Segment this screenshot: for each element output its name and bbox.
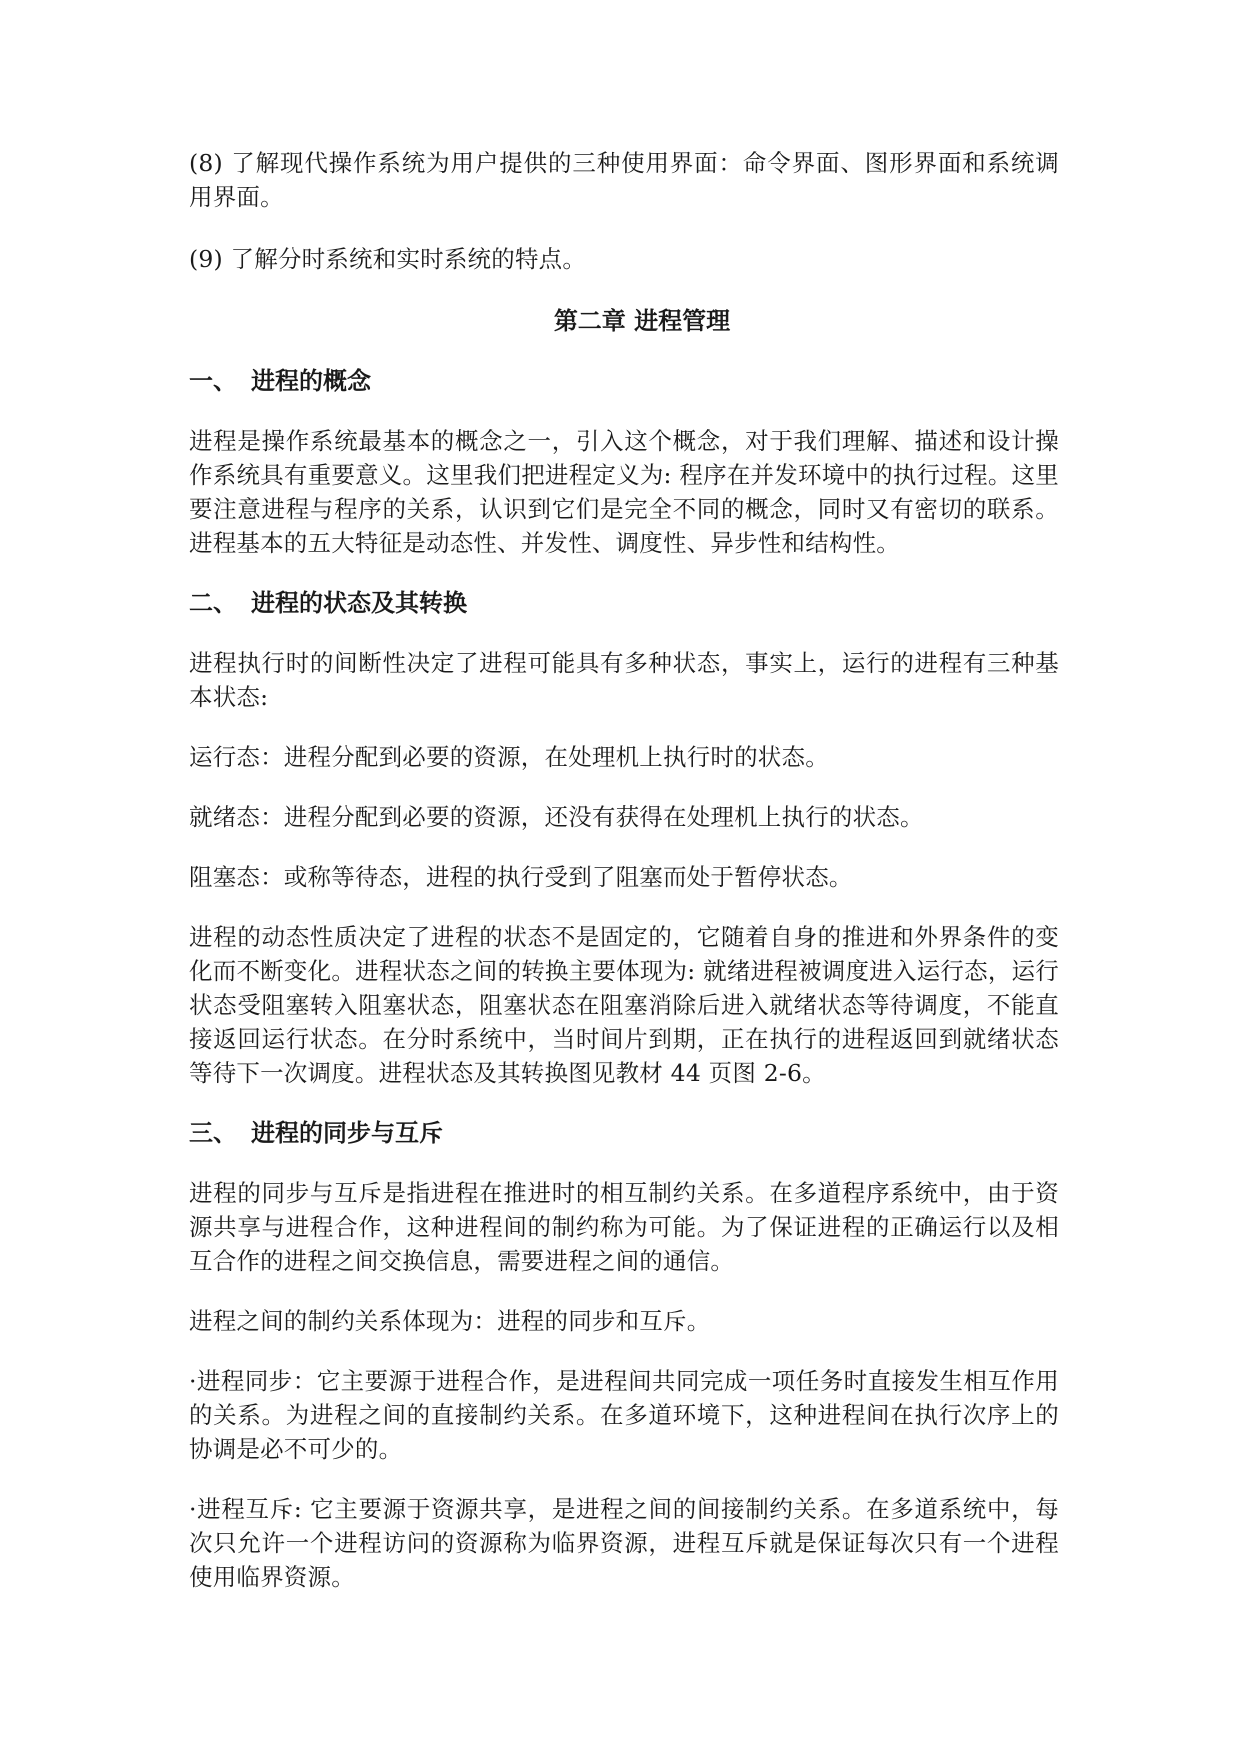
- section-number: 二、: [189, 588, 237, 617]
- section-number: 一、: [189, 366, 237, 395]
- chapter-title: 第二章 进程管理: [553, 306, 731, 335]
- section-title: 进程的概念: [251, 366, 371, 395]
- document-page: [189, 146, 1059, 1594]
- paragraph: 进程执行时的间断性决定了进程可能具有多种状态，事实上，运行的进程有三种基本状态:: [189, 649, 1059, 711]
- list-item: (8) 了解现代操作系统为用户提供的三种使用界面：命令界面、图形界面和系统调用界面。: [189, 149, 1059, 211]
- section-heading: [189, 364, 1059, 398]
- paragraph: 就绪态：进程分配到必要的资源，还没有获得在处理机上执行的状态。: [189, 803, 924, 831]
- section-heading: [189, 1116, 1059, 1150]
- paragraph: 进程是操作系统最基本的概念之一，引入这个概念，对于我们理解、描述和设计操作系统具有重要意义。这里我们把进程定义为: 程序在并发环境中的执行过程。这里要注意进程与程序的关系，认识到它们是完全不同的概念，同时又有密切的联系。进程基本的五大特征是动态性、并发性、调度性、异步性和结构性。: [189, 427, 1059, 557]
- paragraph: ·进程互斥: 它主要源于资源共享，是进程之间的间接制约关系。在多道系统中，每次只允许一个进程访问的资源称为临界资源，进程互斥就是保证每次只有一个进程使用临界资源。: [189, 1495, 1059, 1591]
- paragraph: 进程的同步与互斥是指进程在推进时的相互制约关系。在多道程序系统中，由于资源共享与进程合作，这种进程间的制约称为可能。为了保证进程的正确运行以及相互合作的进程之间交换信息，需要进程之间的通信。: [189, 1179, 1059, 1275]
- section-heading: [189, 586, 1059, 620]
- paragraph: ·进程同步：它主要源于进程合作，是进程间共同完成一项任务时直接发生相互作用的关系。为进程之间的直接制约关系。在多道环境下，这种进程间在执行次序上的协调是必不可少的。: [189, 1367, 1059, 1463]
- paragraph: 进程的动态性质决定了进程的状态不是固定的，它随着自身的推进和外界条件的变化而不断变化。进程状态之间的转换主要体现为: 就绪进程被调度进入运行态，运行状态受阻塞转入阻塞状态，阻塞状态在阻塞消除后进入就绪状态等待调度，不能直接返回运行状态。在分时系统中，当时间片到期，正在执行的进程返回到就绪状态等待下一次调度。进程状态及其转换图见教材 44 页图 2-6。: [189, 923, 1059, 1087]
- section-number: 三、: [189, 1118, 237, 1147]
- section-title: 进程的状态及其转换: [251, 588, 467, 617]
- paragraph: 阻塞态：或称等待态，进程的执行受到了阻塞而处于暂停状态。: [189, 863, 853, 891]
- paragraph: 运行态：进程分配到必要的资源，在处理机上执行时的状态。: [189, 743, 829, 771]
- paragraph: 进程之间的制约关系体现为：进程的同步和互斥。: [189, 1307, 711, 1335]
- list-item: (9) 了解分时系统和实时系统的特点。: [189, 245, 587, 273]
- section-title: 进程的同步与互斥: [251, 1118, 443, 1147]
